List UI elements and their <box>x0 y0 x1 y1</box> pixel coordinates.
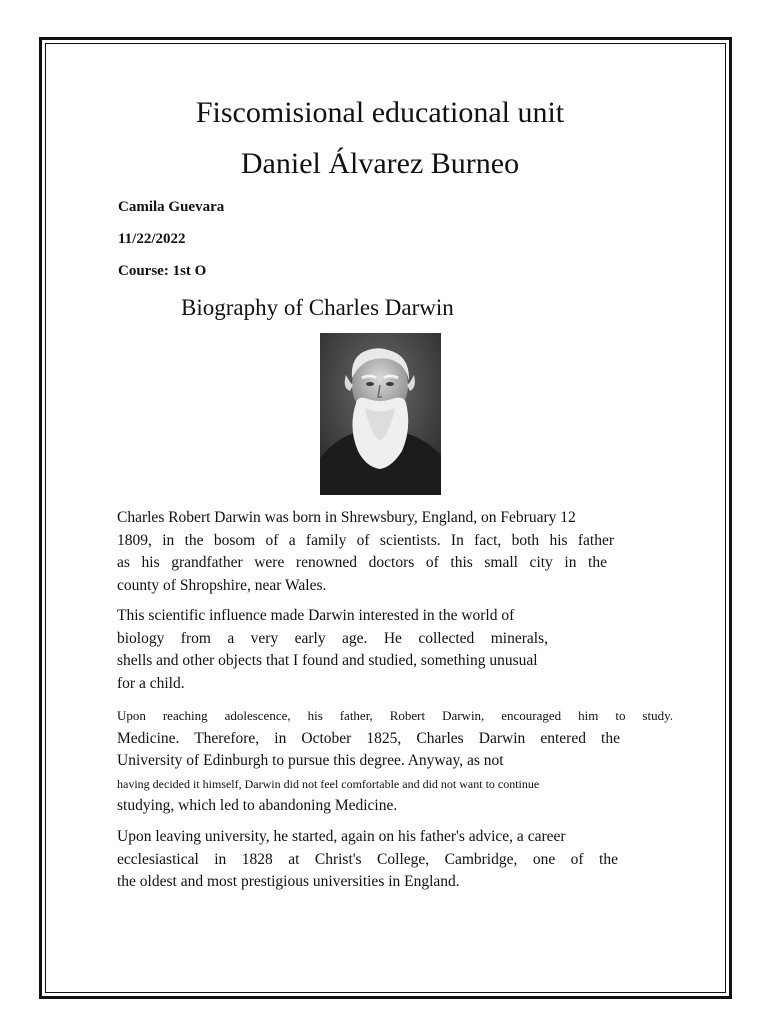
paragraph-line: having decided it himself, Darwin did not feel comfortable and did not want to continue <box>117 776 540 791</box>
paragraph-line: Medicine. Therefore, in October 1825, Charles Darwin entered the <box>117 729 620 747</box>
paragraph-line: as his grandfather were renowned doctors of this small city in the <box>117 554 607 572</box>
student-name: Camila Guevara <box>118 199 225 215</box>
paragraph-line: the oldest and most prestigious universities in England. <box>117 873 460 891</box>
paragraph-line: county of Shropshire, near Wales. <box>117 576 327 594</box>
paragraph-line: ecclesiastical in 1828 at Christ's College, Cambridge, one of the <box>117 850 618 868</box>
paragraph-cambridge <box>117 826 622 894</box>
paragraph-line: University of Edinburgh to pursue this degree. Anyway, as not <box>117 752 504 770</box>
paragraph-line: Charles Robert Darwin was born in Shrewsbury, England, on February 12 <box>117 509 576 526</box>
paragraph-birth <box>117 507 637 597</box>
document-date: 11/22/2022 <box>118 231 186 247</box>
paragraph-line: This scientific influence made Darwin interested in the world of <box>117 607 515 624</box>
paragraph-line: for a child. <box>117 674 185 692</box>
paragraph-adolescence <box>117 705 677 818</box>
darwin-portrait-image <box>320 333 441 495</box>
paragraph-line: shells and other objects that I found and studied, something unusual <box>117 652 538 670</box>
paragraph-line: Upon leaving university, he started, again on his father's advice, a career <box>117 828 566 845</box>
paragraph-line: Upon reaching adolescence, his father, Robert Darwin, encouraged him to study. <box>117 708 673 723</box>
course-label: Course: 1st O <box>118 263 207 279</box>
paragraph-line: biology from a very early age. He collected minerals, <box>117 629 548 647</box>
paragraph-line: 1809, in the bosom of a family of scientists. In fact, both his father <box>117 531 614 549</box>
paragraph-line: studying, which led to abandoning Medicine. <box>117 797 398 815</box>
institution-title: Fiscomisional educational unit <box>195 96 565 129</box>
school-name-title: Daniel Álvarez Burneo <box>240 147 520 180</box>
paragraph-influence <box>117 605 637 695</box>
biography-heading: Biography of Charles Darwin <box>181 295 454 320</box>
